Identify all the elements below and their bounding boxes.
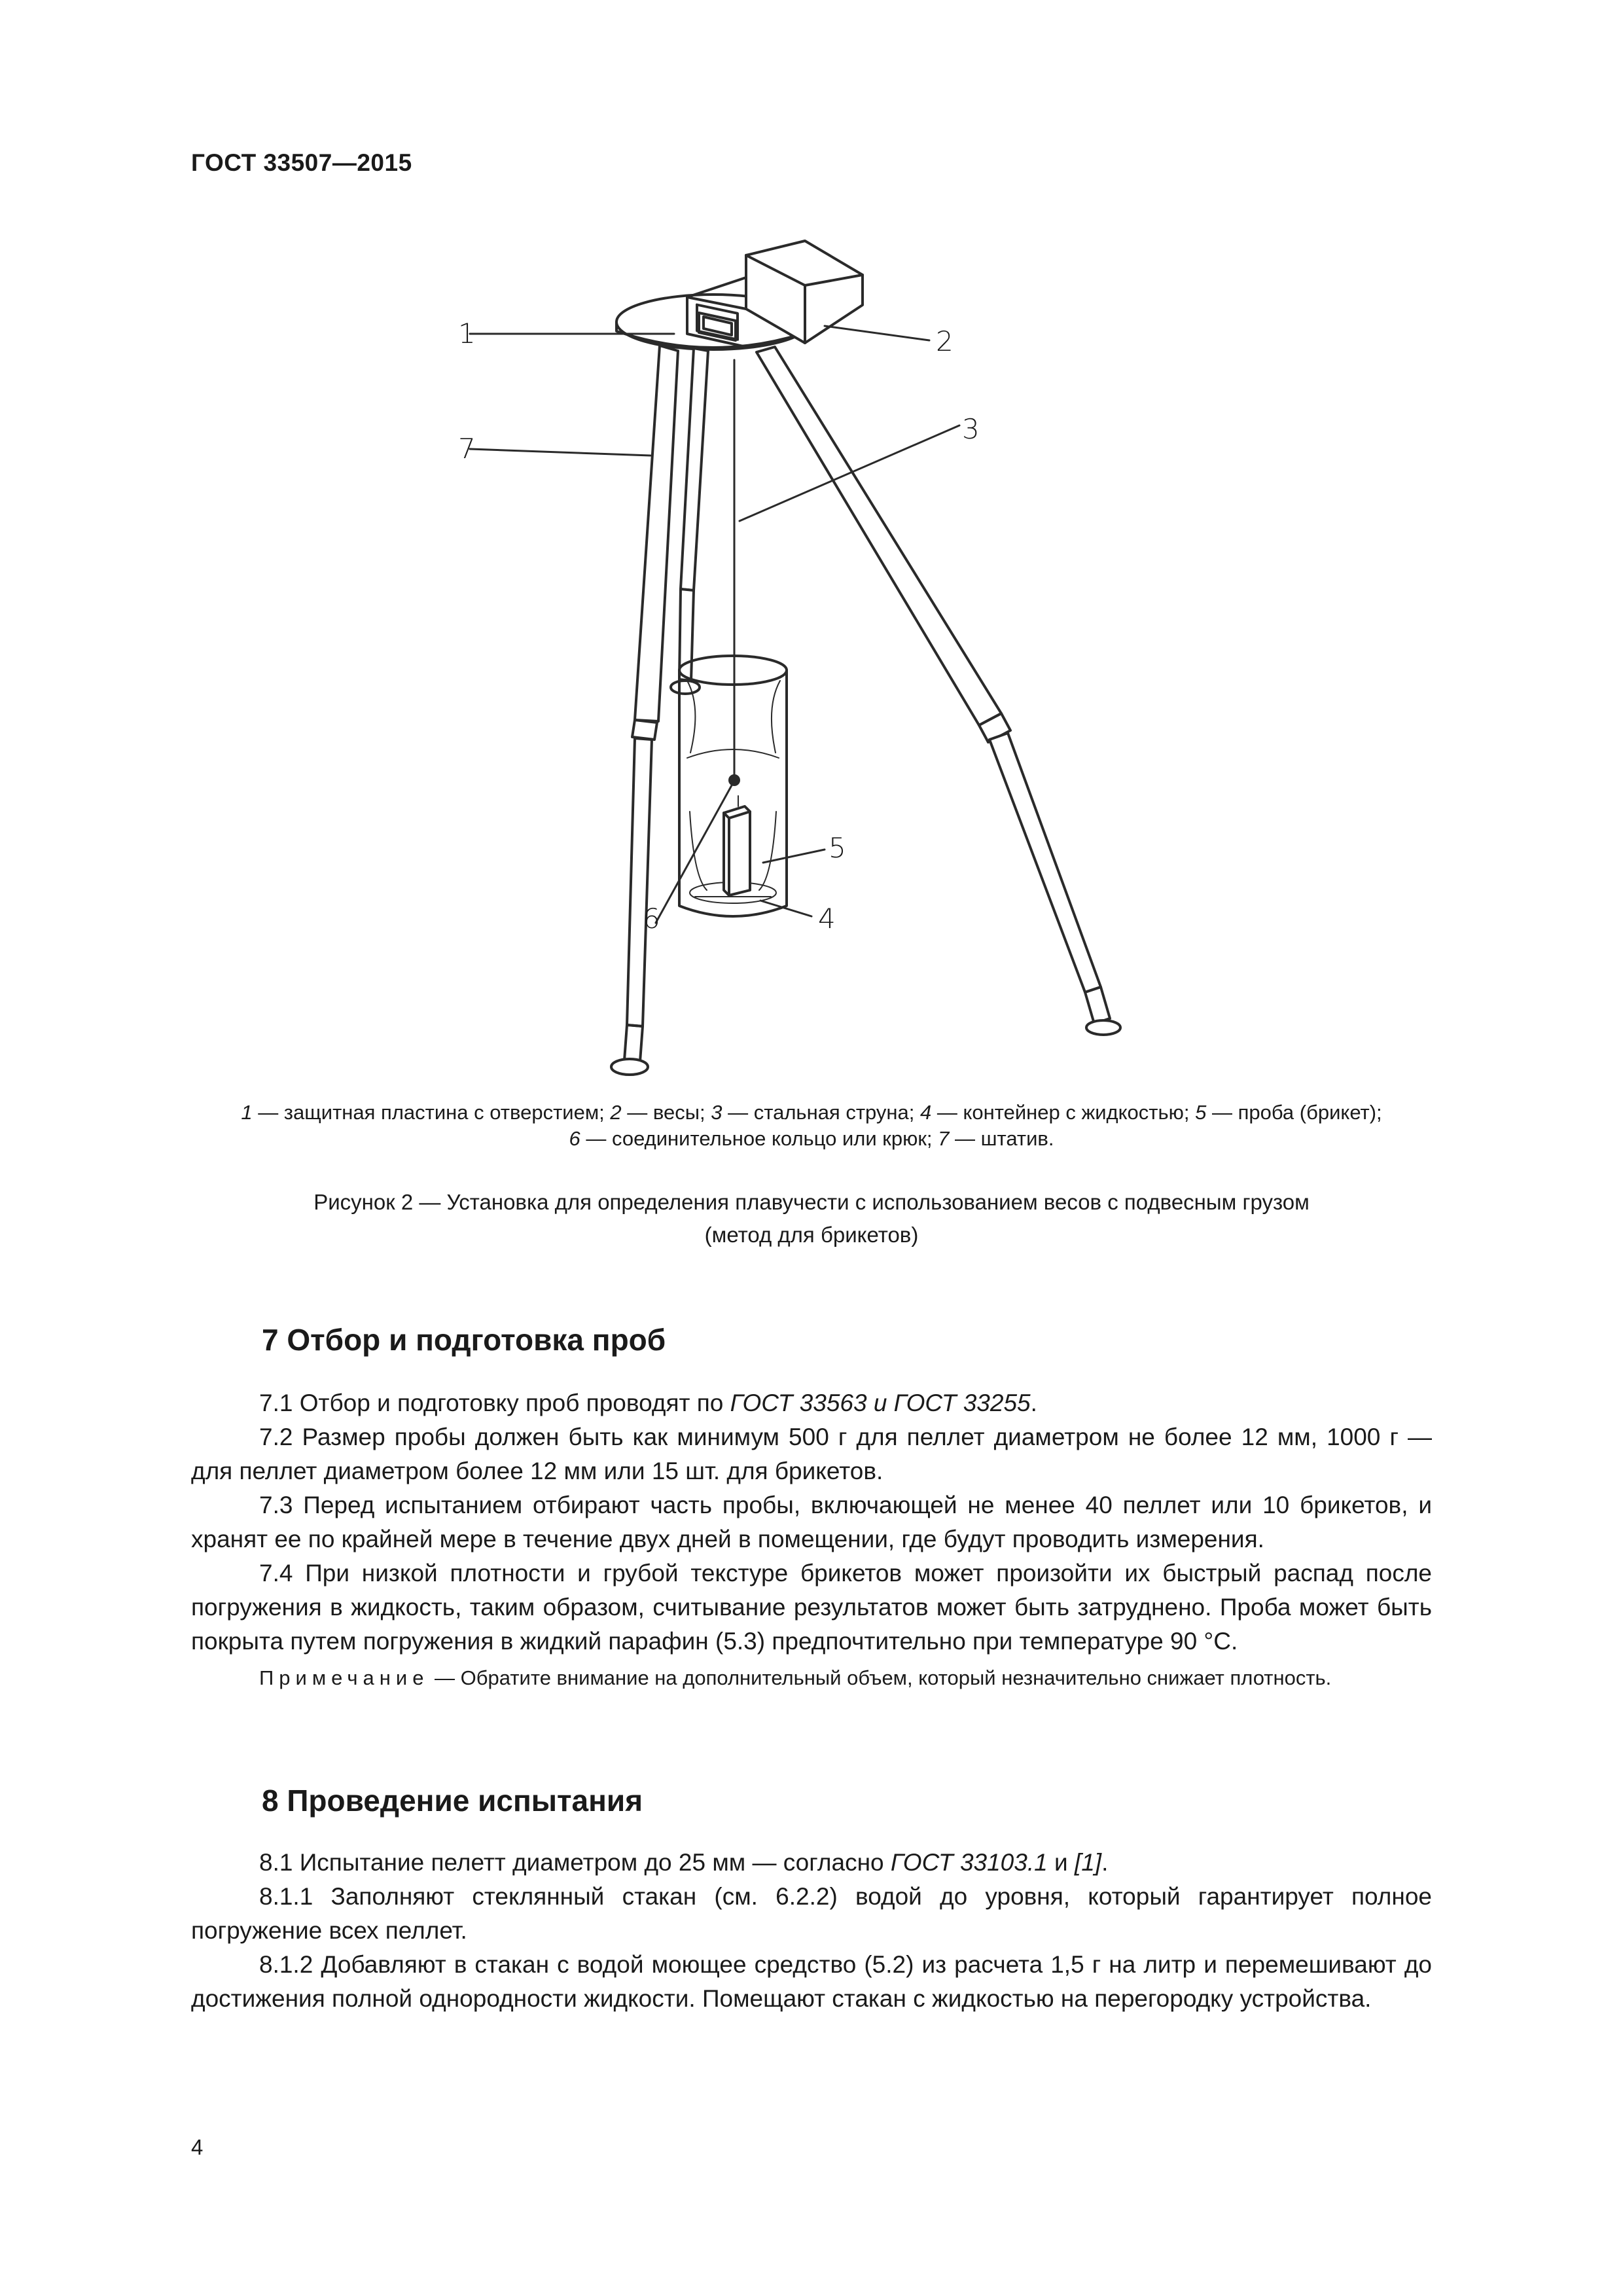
callout-7: 7	[458, 433, 476, 465]
connecting-ring	[730, 776, 739, 785]
legend-number: 4	[920, 1101, 932, 1124]
paragraph-text: 7.1 Отбор и подготовку проб проводят по	[259, 1390, 730, 1416]
tripod-leg-right	[757, 347, 1120, 1035]
legend-line-1	[191, 1100, 1432, 1126]
callout-5: 5	[829, 832, 846, 864]
legend-text: — стальная струна;	[722, 1101, 921, 1124]
legend-number: 6	[569, 1127, 580, 1150]
legend-text: — штатив.	[949, 1127, 1054, 1150]
paragraph-7-3: 7.3 Перед испытанием отбирают часть пробы, включающей не менее 40 пеллет или 10 брикетов, и хранят ее по крайней мере в течение двух дней в помещении, где будут проводить измерения.	[191, 1492, 1432, 1552]
paragraph-8-1	[191, 1846, 1432, 1880]
callout-4: 4	[818, 903, 836, 935]
paragraph-7-2: 7.2 Размер пробы должен быть как минимум 500 г для пеллет диаметром не более 12 мм, 1000 г — для пеллет диаметром более 12 мм или 15 шт. для брикетов.	[191, 1424, 1432, 1484]
paragraph-7-4: 7.4 При низкой плотности и грубой текстуре брикетов может произойти их быстрый распад после погружения в жидкость, таким образом, считывание результатов может быть затруднено. Проба может быть покрыта путем погружения в жидкий парафин (5.3) предпочтительно при температуре 90 °С.	[191, 1560, 1432, 1655]
section-7-body	[191, 1386, 1432, 1659]
legend-text: — соединительное кольцо или крюк;	[580, 1127, 938, 1150]
standard-reference: ГОСТ 33563 и ГОСТ 33255	[730, 1390, 1031, 1416]
caption-line-1: Рисунок 2 — Установка для определения плавучести с использованием весов с подвесным грузом	[313, 1190, 1310, 1214]
paragraph-text: 8.1 Испытание пелетт диаметром до 25 мм — согласно	[259, 1849, 891, 1876]
tripod-drawing	[458, 236, 1211, 1086]
note	[191, 1664, 1432, 1693]
figure-tripod-apparatus	[458, 236, 1211, 1086]
document-header: ГОСТ 33507—2015	[191, 149, 412, 176]
section-7-heading: 7 Отбор и подготовка проб	[262, 1323, 666, 1357]
section-8-body	[191, 1846, 1432, 2016]
sample-briquette	[724, 796, 750, 895]
callout-6: 6	[643, 903, 660, 935]
paragraph-text: и	[1047, 1849, 1075, 1876]
paragraph-text: .	[1030, 1390, 1037, 1416]
bibliography-reference: [1]	[1074, 1849, 1102, 1876]
legend-number: 7	[938, 1127, 950, 1150]
legend-number: 2	[610, 1101, 622, 1124]
legend-number: 1	[241, 1101, 253, 1124]
page-number: 4	[191, 2135, 204, 2159]
callout-3: 3	[962, 413, 980, 445]
figure-legend	[191, 1100, 1432, 1152]
callout-leaders	[470, 326, 959, 923]
paragraph-text: .	[1101, 1849, 1109, 1876]
legend-line-2	[191, 1126, 1432, 1152]
callout-2: 2	[936, 325, 954, 357]
figure-caption	[191, 1186, 1432, 1251]
legend-text: — проба (брикет);	[1206, 1101, 1382, 1124]
paragraph-8-1-1: 8.1.1 Заполняют стеклянный стакан (см. 6.2.2) водой до уровня, который гарантирует полное погружение всех пеллет.	[191, 1883, 1432, 1944]
note-text: — Обратите внимание на дополнительный объем, который незначительно снижает плотность.	[429, 1666, 1332, 1689]
standard-reference: ГОСТ 33103.1	[890, 1849, 1048, 1876]
legend-text: — контейнер с жидкостью;	[931, 1101, 1196, 1124]
legend-text: — защитная пластина с отверстием;	[252, 1101, 611, 1124]
legend-number: 3	[711, 1101, 722, 1124]
paragraph-8-1-2: 8.1.2 Добавляют в стакан с водой моющее средство (5.2) из расчета 1,5 г на литр и перемешивают до достижения полной однородности жидкости. Помещают стакан с жидкостью на перегородку устройства.	[191, 1951, 1432, 2012]
paragraph-7-1	[191, 1386, 1432, 1420]
section-8-heading: 8 Проведение испытания	[262, 1784, 643, 1818]
callout-1: 1	[458, 317, 476, 350]
note-label: Примечание	[259, 1666, 429, 1689]
legend-text: — весы;	[621, 1101, 711, 1124]
legend-number: 5	[1195, 1101, 1207, 1124]
caption-line-2: (метод для брикетов)	[704, 1223, 919, 1247]
